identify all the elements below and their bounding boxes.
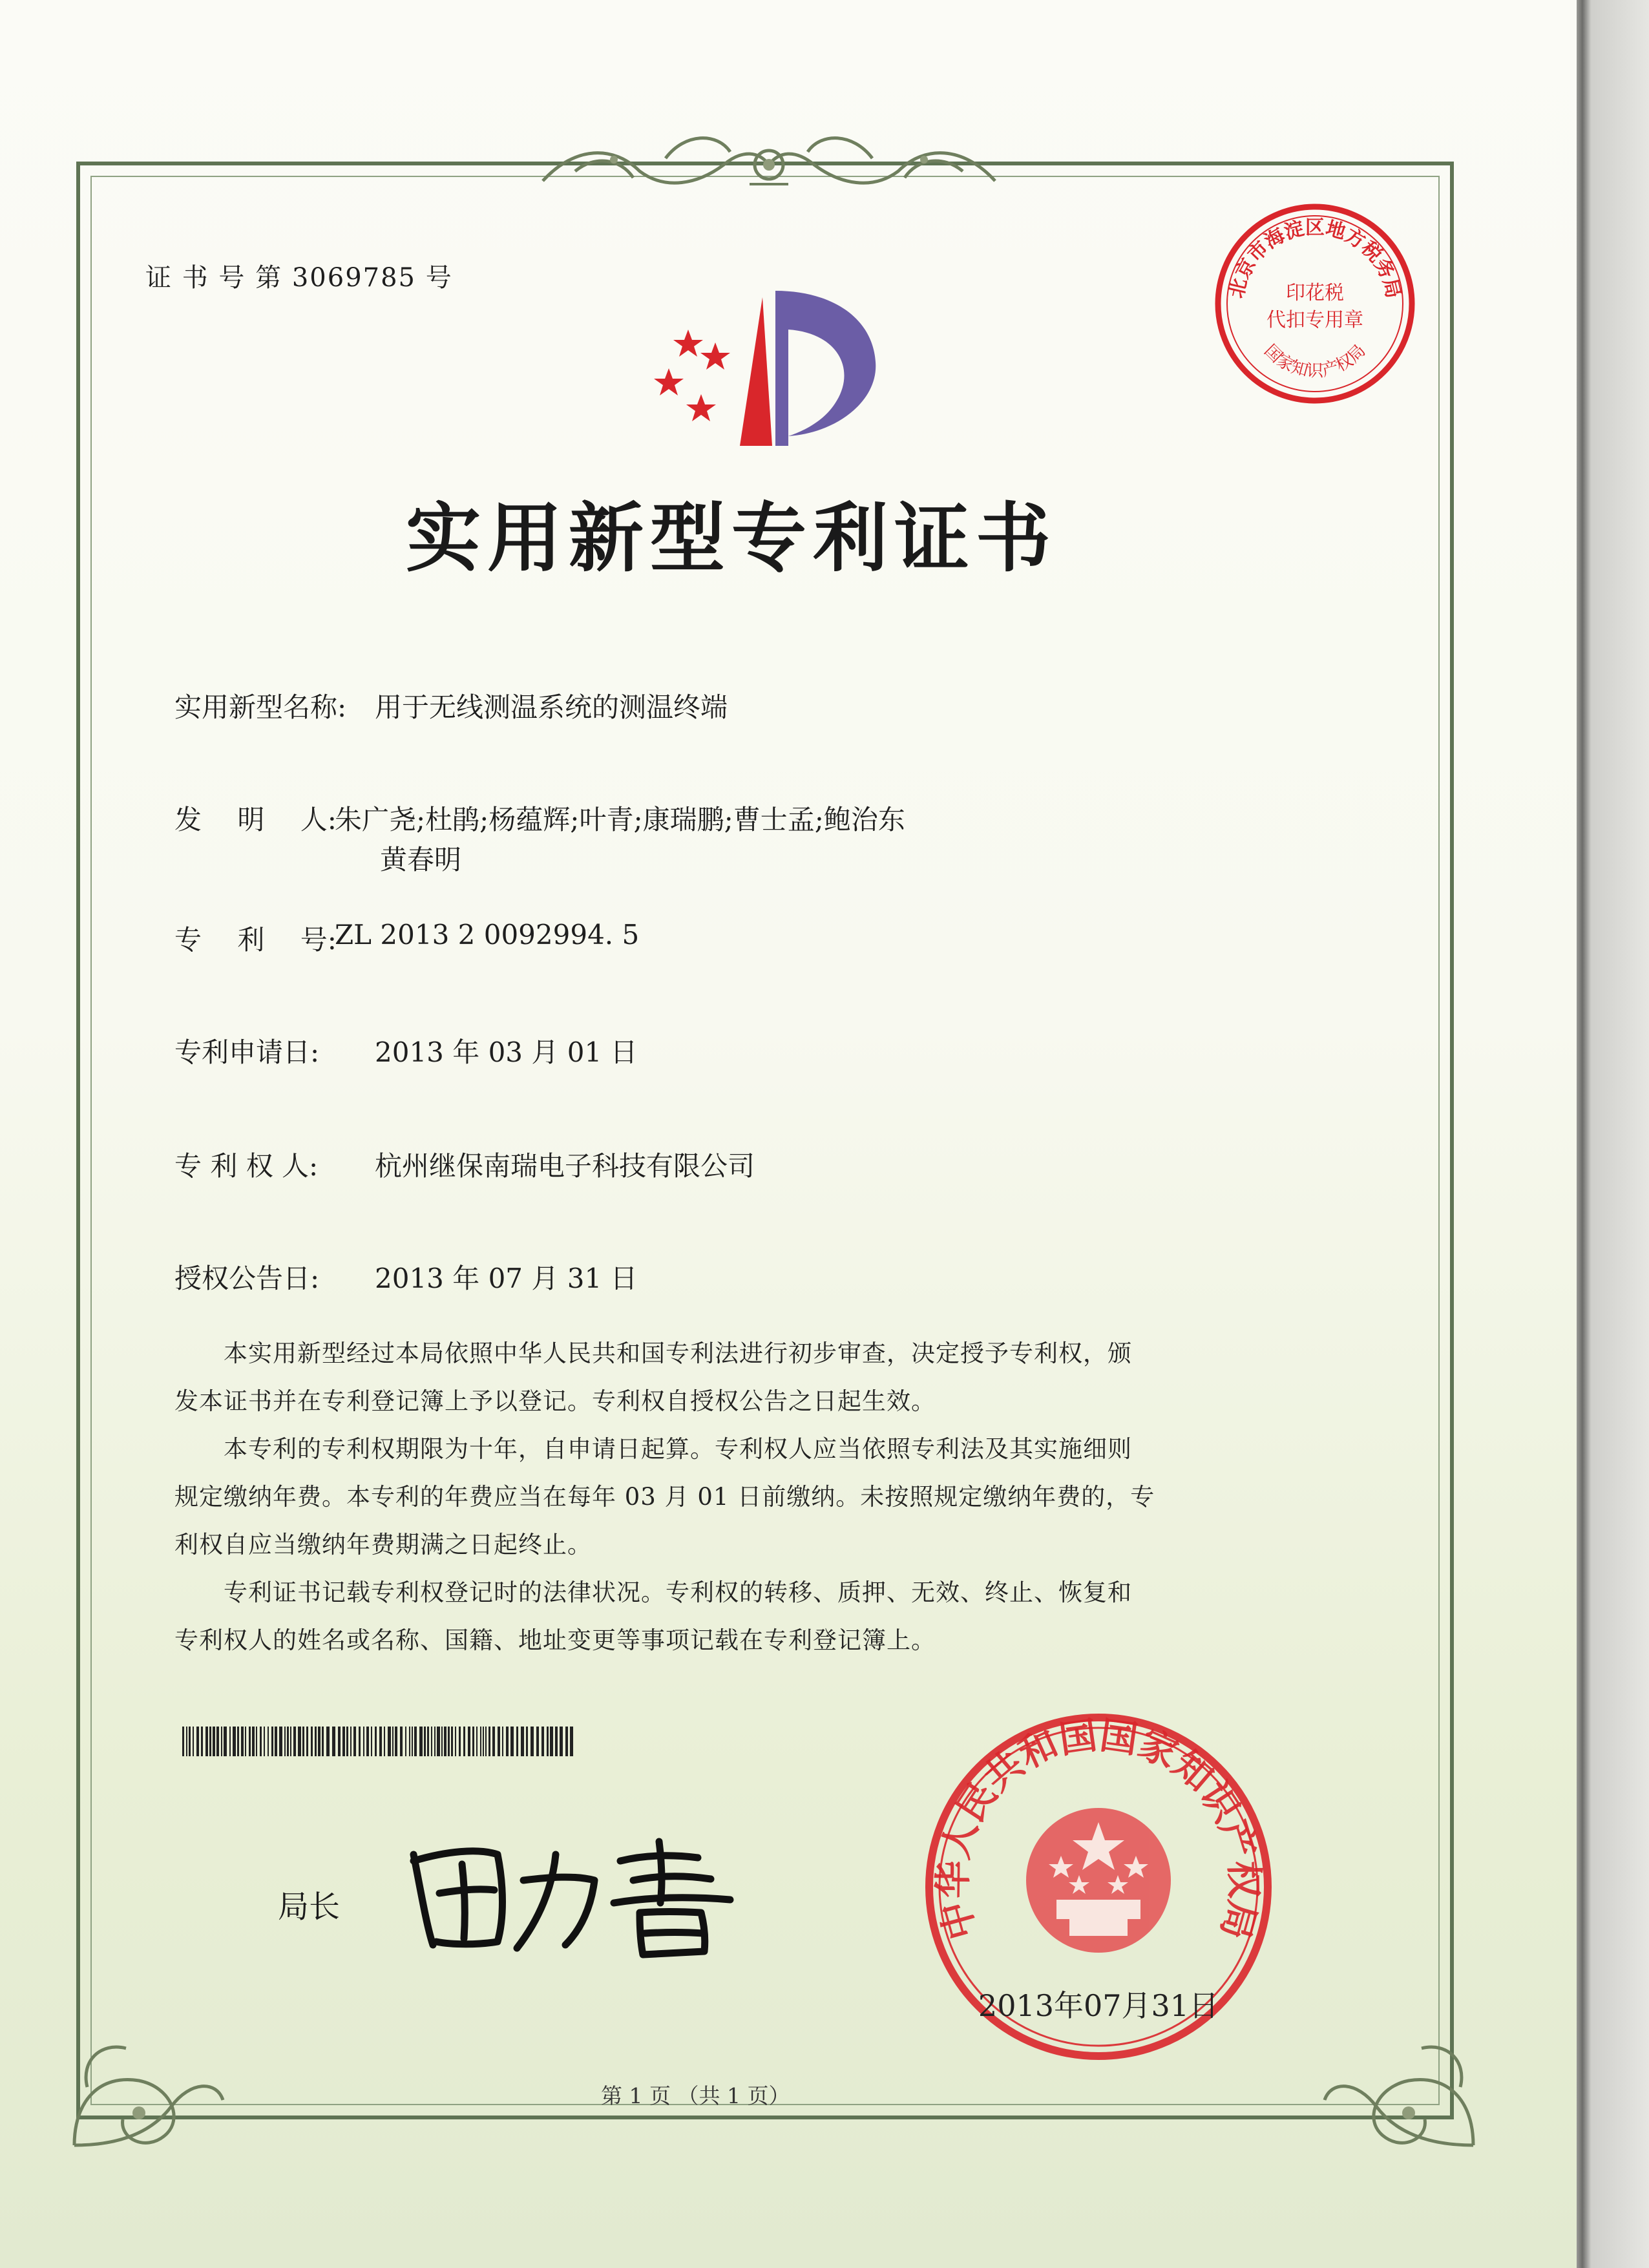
grant-date-value: 2013 年 07 月 31 日: [375, 1263, 638, 1294]
barcode-bar: [346, 1727, 348, 1756]
barcode-bar: [279, 1727, 282, 1756]
barcode-bar: [506, 1727, 509, 1756]
barcode-bar: [541, 1727, 544, 1756]
barcode-bar: [186, 1727, 187, 1756]
tax-seal-center-2: 代扣专用章: [1266, 309, 1363, 331]
barcode-bar: [221, 1727, 222, 1756]
barcode-bar: [256, 1727, 257, 1756]
barcode-bar: [427, 1727, 429, 1756]
barcode-bar: [463, 1727, 465, 1756]
barcode-bar: [492, 1727, 495, 1756]
p1-line2: 发本证书并在专利登记簿上予以登记。专利权自授权公告之日起生效。: [174, 1387, 936, 1415]
barcode-bar: [434, 1727, 436, 1756]
barcode-bar: [550, 1727, 553, 1756]
p1-line1: 本实用新型经过本局依照中华人民共和国专利法进行初步审查，决定授予专利权，颁: [174, 1339, 1132, 1367]
barcode-bar: [271, 1727, 273, 1756]
barcode-bar: [264, 1727, 265, 1756]
barcode-bar: [516, 1727, 518, 1756]
barcode-bar: [245, 1727, 246, 1756]
model-name-label: 实用新型名称:: [174, 691, 347, 723]
tax-seal-bottom-text: 国家知识产权局: [1260, 341, 1370, 381]
barcode-bar: [306, 1727, 308, 1756]
barcode-bar: [353, 1727, 356, 1756]
barcode-bar: [526, 1727, 528, 1756]
p2-line2: 规定缴纳年费。本专利的年费应当在每年 03 月 01 日前缴纳。未按照规定缴纳年费的，专: [174, 1483, 1155, 1511]
barcode-bar: [241, 1727, 244, 1756]
patentee-label: 专 利 权 人:: [174, 1150, 319, 1182]
barcode-bar: [555, 1727, 558, 1756]
sipo-seal-date: 2013年07月31日: [978, 1988, 1219, 2023]
barcode-bar: [488, 1727, 490, 1756]
corner-ornament-bottom-left-icon: [61, 2010, 229, 2158]
barcode-bar: [189, 1727, 191, 1756]
barcode-bar: [216, 1727, 219, 1756]
barcode-bar: [213, 1727, 215, 1756]
svg-text:国家知识产权局: [1260, 341, 1369, 381]
application-date-value: 2013 年 03 月 01 日: [375, 1036, 638, 1068]
tax-seal-ring-text: 北京市海淀区地方税务局: [1225, 216, 1405, 300]
barcode-bar: [472, 1727, 474, 1756]
barcode-bar: [419, 1727, 423, 1756]
corner-ornament-bottom-right-icon: [1318, 2010, 1486, 2158]
barcode-bar: [431, 1727, 432, 1756]
model-name-value: 用于无线测温系统的测温终端: [375, 691, 728, 723]
barcode-bar: [315, 1727, 317, 1756]
barcode-bar: [293, 1727, 296, 1756]
barcode-bar: [233, 1727, 236, 1756]
patentee-value: 杭州继保南瑞电子科技有限公司: [375, 1150, 755, 1182]
barcode-bar: [424, 1727, 426, 1756]
barcode-bar: [570, 1727, 573, 1756]
barcode-bar: [405, 1727, 406, 1756]
body-paragraph-3: [174, 1569, 1132, 1664]
barcode-bar: [311, 1727, 313, 1756]
barcode-bar: [260, 1727, 262, 1756]
barcode-bar: [521, 1727, 524, 1756]
barcode: [182, 1727, 578, 1756]
barcode-bar: [451, 1727, 453, 1756]
tax-stamp-seal: [1208, 197, 1422, 410]
barcode-bar: [318, 1727, 320, 1756]
scan-edge-shadow: [1577, 0, 1649, 2268]
barcode-bar: [268, 1727, 269, 1756]
sipo-official-seal: [918, 1706, 1279, 2068]
application-date-label: 专利申请日:: [174, 1036, 320, 1068]
barcode-bar: [205, 1727, 208, 1756]
barcode-bar: [237, 1727, 239, 1756]
barcode-bar: [338, 1727, 341, 1756]
barcode-bar: [182, 1727, 184, 1756]
barcode-bar: [468, 1727, 470, 1756]
barcode-bar: [371, 1727, 372, 1756]
body-paragraph-2: [174, 1425, 1155, 1569]
inventors-label: 发 明 人:: [174, 804, 337, 835]
barcode-bar: [455, 1727, 456, 1756]
barcode-bar: [412, 1727, 413, 1756]
barcode-bar: [322, 1727, 324, 1756]
grant-date-label: 授权公告日:: [174, 1263, 320, 1294]
barcode-bar: [510, 1727, 514, 1756]
barcode-bar: [302, 1727, 304, 1756]
barcode-bar: [229, 1727, 231, 1756]
barcode-bar: [375, 1727, 377, 1756]
barcode-bar: [209, 1727, 211, 1756]
barcode-bar: [252, 1727, 255, 1756]
inventors-value-line1: 朱广尧;杜鹃;杨蕴辉;叶青;康瑞鹏;曹士孟;鲍治东: [335, 804, 905, 835]
barcode-bar: [224, 1727, 227, 1756]
barcode-bar: [498, 1727, 500, 1756]
sipo-seal-ring-text: 中华人民共和国国家知识产权局: [930, 1713, 1266, 1944]
barcode-bar: [284, 1727, 286, 1756]
p2-line1: 本专利的专利权期限为十年，自申请日起算。专利权人应当依照专利法及其实施细则: [174, 1435, 1132, 1463]
barcode-bar: [409, 1727, 410, 1756]
top-ornament-icon: [536, 120, 1002, 204]
barcode-bar: [536, 1727, 539, 1756]
barcode-bar: [480, 1727, 481, 1756]
page-number: 第 1 页 （共 1 页）: [601, 2083, 790, 2108]
barcode-bar: [565, 1727, 568, 1756]
barcode-bar: [483, 1727, 484, 1756]
barcode-bar: [342, 1727, 345, 1756]
barcode-bar: [388, 1727, 391, 1756]
inventors-value-line2: 黄春明: [380, 844, 462, 876]
director-signature: [401, 1816, 737, 1964]
patent-number-value: ZL 2013 2 0092994. 5: [335, 919, 640, 950]
patent-number-label: 专 利 号:: [174, 924, 337, 956]
barcode-bar: [459, 1727, 461, 1756]
barcode-bar: [414, 1727, 417, 1756]
barcode-bar: [298, 1727, 301, 1756]
barcode-bar: [530, 1727, 534, 1756]
barcode-bar: [350, 1727, 352, 1756]
national-emblem-icon: [1026, 1808, 1171, 1953]
director-label: 局长: [278, 1889, 341, 1925]
p3-line1: 专利证书记载专利权登记时的法律状况。专利权的转移、质押、无效、终止、恢复和: [174, 1579, 1132, 1606]
barcode-bar: [201, 1727, 203, 1756]
barcode-bar: [366, 1727, 369, 1756]
sipo-logo-icon: [643, 271, 895, 465]
barcode-bar: [437, 1727, 440, 1756]
barcode-bar: [448, 1727, 450, 1756]
barcode-bar: [560, 1727, 563, 1756]
tax-seal-center-1: 印花税: [1286, 282, 1344, 304]
barcode-bar: [400, 1727, 403, 1756]
barcode-bar: [476, 1727, 478, 1756]
certificate-number: 证 书 号 第 3069785 号: [145, 263, 453, 293]
barcode-bar: [326, 1727, 330, 1756]
barcode-bar: [379, 1727, 382, 1756]
barcode-bar: [441, 1727, 443, 1756]
barcode-bar: [359, 1727, 361, 1756]
barcode-bar: [196, 1727, 199, 1756]
barcode-bar: [275, 1727, 277, 1756]
barcode-bar: [395, 1727, 397, 1756]
p2-line3: 利权自应当缴纳年费期满之日起终止。: [174, 1531, 592, 1559]
barcode-bar: [547, 1727, 549, 1756]
barcode-bar: [485, 1727, 487, 1756]
certificate-title: 实用新型专利证书: [406, 494, 1057, 582]
barcode-bar: [363, 1727, 364, 1756]
barcode-bar: [502, 1727, 503, 1756]
barcode-bar: [290, 1727, 291, 1756]
barcode-bar: [384, 1727, 385, 1756]
barcode-bar: [287, 1727, 289, 1756]
barcode-bar: [193, 1727, 194, 1756]
barcode-bar: [332, 1727, 335, 1756]
barcode-bar: [249, 1727, 251, 1756]
p3-line2: 专利权人的姓名或名称、国籍、地址变更等事项记载在专利登记簿上。: [174, 1626, 936, 1654]
body-paragraph-1: [174, 1330, 1132, 1425]
barcode-bar: [392, 1727, 394, 1756]
barcode-bar: [444, 1727, 446, 1756]
